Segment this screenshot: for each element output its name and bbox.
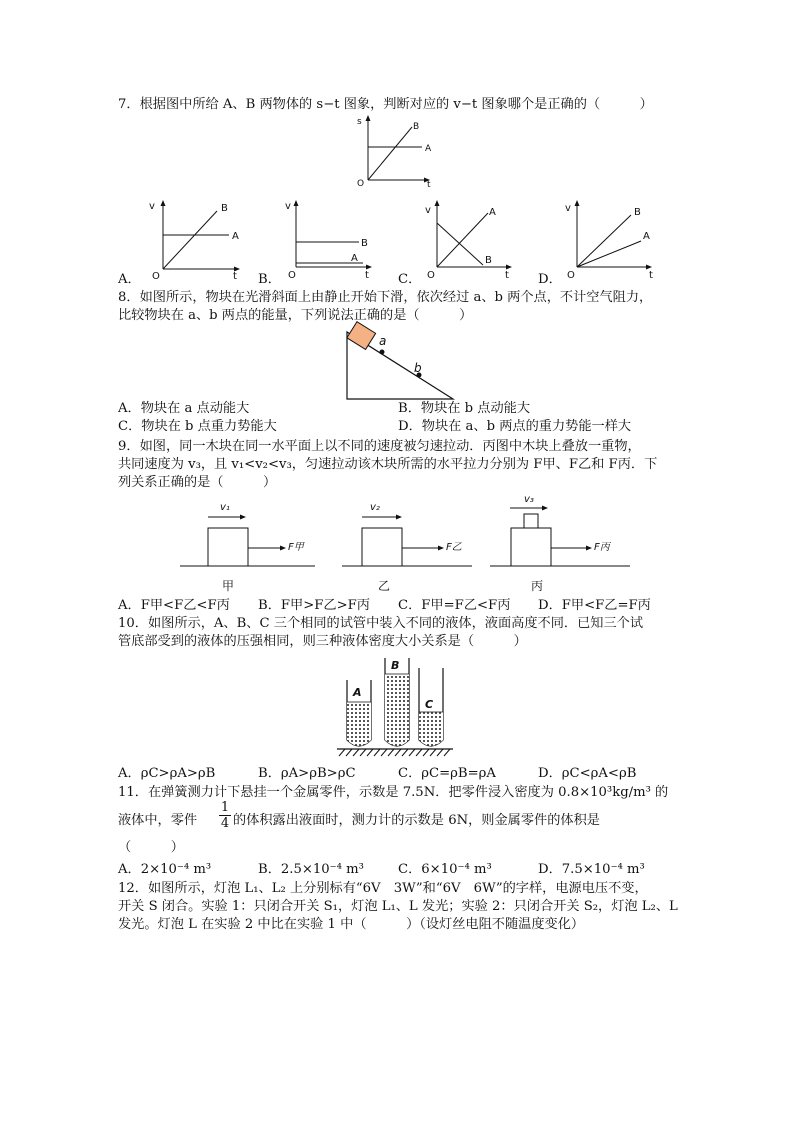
q7-b-line-a-label: A	[351, 253, 358, 264]
q9-stem-line-1: 9．如图，同一木块在同一水平面上以不同的速度被匀速拉动．丙图中木块上叠放一重物，	[118, 439, 641, 454]
q8-option-c[interactable]: C．物块在 b 点重力势能大	[118, 419, 277, 434]
q9-option-d[interactable]: D．F甲<F乙=F丙	[538, 598, 651, 613]
q7-b-line-b-label: B	[361, 238, 368, 249]
q7-main-t-label: t	[427, 180, 431, 190]
q9-yi-force-label: F乙	[446, 542, 462, 553]
q10-option-b[interactable]: B．ρA>ρB>ρC	[258, 766, 356, 781]
q10-stem-line-1: 10．如图所示，A、B、C 三个相同的试管中装入不同的液体，液面高度不同．已知三个试	[118, 616, 644, 631]
q7-c-line-b-label: B	[485, 255, 492, 266]
q7-d-line-a-label: A	[643, 231, 650, 242]
q10-option-c[interactable]: C．ρC=ρB=ρA	[398, 766, 496, 781]
q7-stem: 7．根据图中所给 A、B 两物体的 s−t 图象，判断对应的 v−t 图象哪个是正确的（ ）	[118, 97, 653, 112]
q10-option-a[interactable]: A．ρC>ρA>ρB	[118, 766, 216, 781]
q11-option-d[interactable]: D．7.5×10⁻⁴ m³	[538, 862, 645, 877]
q11-option-b[interactable]: B．2.5×10⁻⁴ m³	[258, 862, 364, 877]
q9-bing-force-label: F丙	[594, 542, 610, 553]
q8-stem-line-1: 8．如图所示，物块在光滑斜面上由静止开始下滑，依次经过 a、b 两个点，不计空气阻力，	[118, 290, 653, 305]
q11-stem-line-1: 11．在弹簧测力计下悬挂一个金属零件，示数是 7.5N．把零件浸入密度为 0.8×10³kg/m³ 的	[118, 785, 669, 800]
q7-option-b-graph	[283, 197, 383, 282]
q9-option-a[interactable]: A．F甲<F乙<F丙	[118, 598, 230, 613]
q7-a-origin: O	[152, 271, 160, 282]
q7-option-c[interactable]: C．	[398, 272, 422, 287]
q7-main-line-b-label: B	[413, 122, 420, 132]
q9-jia-force-label: F甲	[288, 542, 304, 553]
q9-yi-caption: 乙	[378, 579, 391, 593]
q9-bing-caption: 丙	[531, 579, 544, 593]
q8-option-d[interactable]: D．物块在 a、b 两点的重力势能一样大	[398, 419, 632, 434]
q11-stem-line-2-before: 液体中，零件	[118, 813, 198, 828]
q7-option-d[interactable]: D．	[538, 272, 562, 287]
q9-stem-line-3: 列关系正确的是（ ）	[118, 475, 277, 490]
q7-a-v-label: v	[149, 201, 155, 212]
q11-option-c[interactable]: C．6×10⁻⁴ m³	[398, 862, 492, 877]
q7-a-line-a-label: A	[232, 231, 239, 242]
q10-tube-b-label: B	[391, 659, 400, 672]
q7-b-t-label: t	[365, 270, 369, 281]
q7-c-line-a-label: A	[489, 207, 496, 218]
q7-option-b[interactable]: B．	[258, 272, 281, 287]
q11-fraction	[219, 800, 231, 831]
q7-main-line-a-label: A	[425, 144, 432, 154]
q9-option-c[interactable]: C．F甲=F乙<F丙	[398, 598, 511, 613]
q7-d-v-label: v	[565, 203, 571, 214]
q10-tube-c-label: C	[425, 698, 434, 711]
q9-jia-velocity-label: v₁	[220, 502, 230, 513]
q7-b-origin: O	[288, 270, 296, 281]
q12-stem-line-3: 发光。灯泡 L 在实验 2 中比在实验 1 中（ ）（设灯丝电阻不随温度变化）	[118, 917, 585, 932]
q8-point-b-label: b	[414, 361, 422, 375]
q9-figure-bing	[490, 490, 635, 593]
q12-stem-line-1: 12．如图所示，灯泡 L₁、L₂ 上分别标有“6V 3W”和“6V 6W”的字样，电源电压不变，	[118, 881, 648, 896]
q9-bing-velocity-label: v₃	[524, 494, 534, 505]
q8-option-b[interactable]: B．物块在 b 点动能大	[398, 401, 531, 416]
q10-option-d[interactable]: D．ρC<ρA<ρB	[538, 766, 637, 781]
q7-main-st-graph	[355, 115, 435, 190]
q12-stem-line-2: 开关 S 闭合。实验 1：只闭合开关 S₁，灯泡 L₁、L 发光；实验 2：只闭合开关 S₂，灯泡 L₂、L	[118, 899, 678, 914]
q8-option-a[interactable]: A．物块在 a 点动能大	[118, 401, 250, 416]
q7-c-origin: O	[427, 270, 435, 281]
q7-d-t-label: t	[649, 270, 653, 281]
q10-stem-line-2: 管底部受到的液体的压强相同，则三种液体密度大小关系是（ ）	[118, 634, 527, 649]
q11-fraction-numerator: 1	[220, 800, 230, 815]
q7-d-line-b-label: B	[634, 207, 641, 218]
q9-yi-velocity-label: v₂	[370, 502, 380, 513]
q7-c-t-label: t	[505, 270, 509, 281]
q7-option-d-graph	[563, 197, 663, 282]
q8-incline-figure	[340, 325, 460, 400]
q11-stem-line-3: （ ）	[118, 840, 184, 855]
q7-option-a-graph	[147, 197, 247, 282]
q9-jia-caption: 甲	[222, 579, 235, 593]
q10-test-tubes-figure	[335, 652, 465, 762]
q11-fraction-denominator: 4	[220, 816, 230, 831]
q9-option-b[interactable]: B．F甲>F乙>F丙	[258, 598, 370, 613]
q7-d-origin: O	[567, 270, 575, 281]
q7-option-a[interactable]: A．	[118, 272, 141, 287]
q8-stem-line-2: 比较物块在 a、b 两点的能量，下列说法正确的是（ ）	[118, 308, 473, 323]
q9-stem-line-2: 共同速度为 v₃，且 v₁<v₂<v₃，匀速拉动该木块所需的水平拉力分别为 F甲、F乙和 F丙．下	[118, 457, 658, 472]
q9-figure-yi	[340, 498, 480, 593]
q11-option-a[interactable]: A．2×10⁻⁴ m³	[118, 862, 212, 877]
q7-a-line-b-label: B	[221, 203, 228, 214]
q7-a-t-label: t	[233, 271, 237, 282]
q9-figure-jia	[180, 498, 320, 593]
q10-tube-a-label: A	[353, 686, 362, 699]
q7-main-origin: O	[357, 179, 365, 189]
q7-b-v-label: v	[285, 201, 291, 212]
q11-stem-line-2-after: 的体积露出液面时，测力计的示数是 6N，则金属零件的体积是	[233, 813, 600, 828]
q8-point-a-label: a	[379, 334, 387, 348]
q7-option-c-graph	[423, 197, 523, 282]
q7-main-s-label: s	[357, 117, 362, 127]
q7-c-v-label: v	[425, 205, 431, 216]
